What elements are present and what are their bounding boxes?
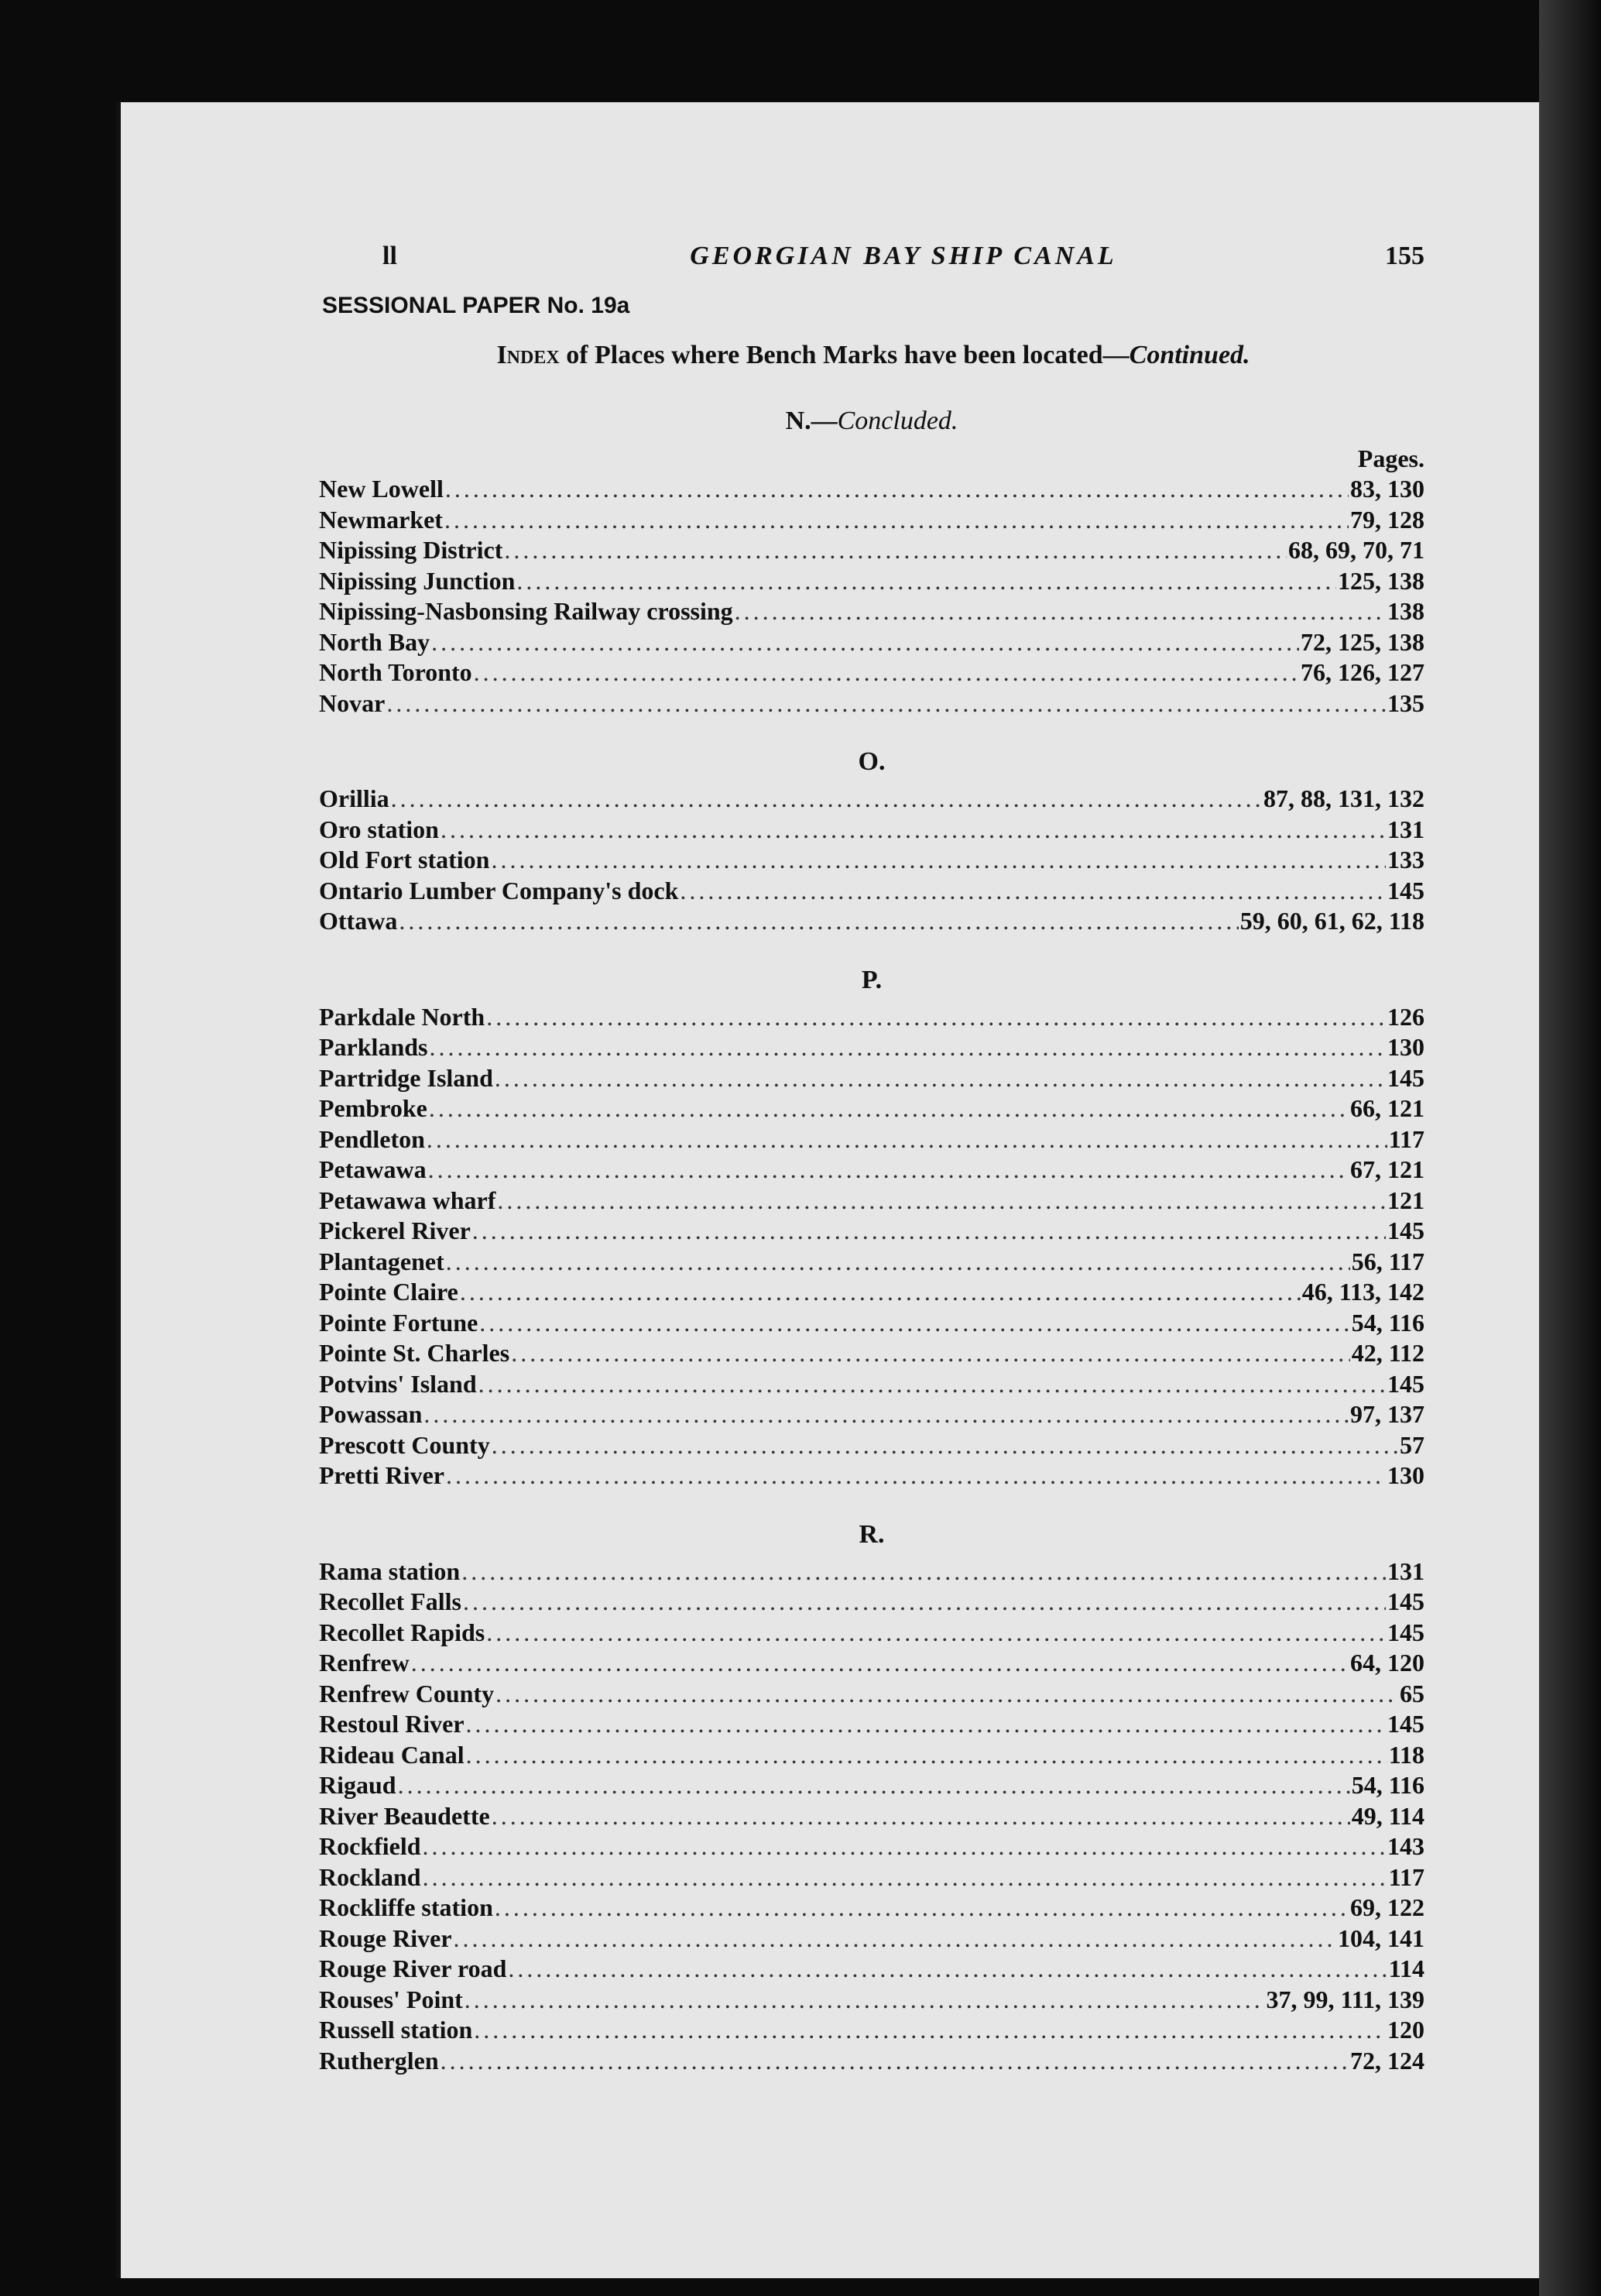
entry-place-name: Rutherglen xyxy=(319,2046,439,2075)
index-entry xyxy=(319,596,1424,627)
index-entry xyxy=(319,1369,1424,1400)
dot-leader xyxy=(423,1862,1387,1893)
dot-leader xyxy=(508,1954,1387,1985)
index-entry xyxy=(319,906,1424,937)
index-entry xyxy=(319,1924,1424,1955)
entry-place-name: Old Fort station xyxy=(319,846,490,873)
entry-place-name: Renfrew County xyxy=(319,1679,495,1707)
entry-pages: 135 xyxy=(1387,688,1424,717)
entry-place-name: Rockland xyxy=(319,1862,421,1891)
entry-pages: 64, 120 xyxy=(1350,1649,1424,1677)
dot-leader xyxy=(478,1369,1386,1400)
section-suffix: Concluded. xyxy=(837,407,958,435)
index-entry xyxy=(319,1093,1424,1124)
entry-place-name: Parklands xyxy=(319,1033,428,1061)
entry-pages: 145 xyxy=(1387,1710,1424,1738)
index-entry xyxy=(319,1985,1424,2016)
entry-place-name: Pickerel River xyxy=(319,1217,471,1244)
index-entry xyxy=(319,657,1424,688)
section-heading xyxy=(319,740,1424,784)
entry-place-name: Powassan xyxy=(319,1400,423,1428)
entry-place-name: Renfrew xyxy=(319,1649,410,1677)
running-header xyxy=(382,242,1424,280)
dot-leader xyxy=(504,535,1287,566)
header-left-mark: ll xyxy=(382,242,397,270)
index-entry xyxy=(319,845,1424,876)
dot-leader xyxy=(466,1740,1387,1771)
index-entry xyxy=(319,566,1424,597)
running-title: GEORGIAN BAY SHIP CANAL xyxy=(690,242,1117,270)
entry-pages: 143 xyxy=(1387,1832,1424,1860)
index-entry xyxy=(319,535,1424,566)
dot-leader xyxy=(492,1430,1398,1461)
index-entry xyxy=(319,1124,1424,1155)
dot-leader xyxy=(398,1770,1350,1801)
dot-leader xyxy=(441,2046,1349,2077)
dot-leader xyxy=(479,1308,1349,1339)
index-entry xyxy=(319,1587,1424,1618)
index-content xyxy=(319,400,1424,2076)
entry-place-name: Rockliffe station xyxy=(319,1893,493,1921)
dot-leader xyxy=(516,566,1336,597)
index-entry xyxy=(319,1679,1424,1710)
dot-leader xyxy=(486,1618,1386,1649)
entry-pages: 97, 137 xyxy=(1350,1400,1424,1428)
entry-pages: 42, 112 xyxy=(1351,1339,1424,1367)
dot-leader xyxy=(495,1679,1398,1710)
dot-leader xyxy=(735,596,1386,627)
entry-pages: 54, 116 xyxy=(1351,1308,1424,1337)
sessional-paper-label: SESSIONAL PAPER No. 19a xyxy=(322,293,630,318)
dot-leader xyxy=(423,1831,1386,1862)
entry-pages: 104, 141 xyxy=(1338,1924,1424,1952)
entry-place-name: North Bay xyxy=(319,627,430,656)
index-entry xyxy=(319,1709,1424,1740)
entry-place-name: North Toronto xyxy=(319,658,472,686)
index-entry xyxy=(319,474,1424,505)
dot-leader xyxy=(431,627,1299,658)
section-heading xyxy=(319,400,1424,443)
entry-pages: 130 xyxy=(1387,1033,1424,1061)
index-entry xyxy=(319,1556,1424,1587)
entry-pages: 83, 130 xyxy=(1350,475,1424,503)
dot-leader xyxy=(474,657,1299,688)
entry-pages: 145 xyxy=(1387,1618,1424,1646)
entry-place-name: Rama station xyxy=(319,1556,461,1585)
entry-place-name: Potvins' Island xyxy=(319,1369,477,1398)
entry-place-name: River Beaudette xyxy=(319,1801,490,1830)
entry-place-name: Pretti River xyxy=(319,1461,444,1489)
entry-place-name: Pembroke xyxy=(319,1094,427,1122)
entry-place-name: Plantagenet xyxy=(319,1247,444,1275)
section-letter: R. xyxy=(859,1519,885,1549)
index-entry xyxy=(319,2046,1424,2077)
dot-leader xyxy=(680,876,1386,907)
dot-leader xyxy=(446,1460,1386,1491)
index-entry xyxy=(319,2015,1424,2046)
dot-leader xyxy=(492,1801,1350,1832)
index-entry xyxy=(319,1186,1424,1217)
entry-pages: 54, 116 xyxy=(1351,1771,1424,1799)
dot-leader xyxy=(511,1338,1350,1369)
entry-pages: 121 xyxy=(1387,1186,1424,1214)
entry-pages: 69, 122 xyxy=(1350,1893,1424,1921)
page-left-edge xyxy=(116,102,121,2278)
entry-place-name: Restoul River xyxy=(319,1710,465,1738)
entry-pages: 67, 121 xyxy=(1350,1155,1424,1183)
entry-pages: 66, 121 xyxy=(1350,1094,1424,1122)
entry-place-name: Recollet Falls xyxy=(319,1587,461,1615)
entry-pages: 145 xyxy=(1387,876,1424,904)
entry-pages: 131 xyxy=(1387,815,1424,843)
entry-place-name: Orillia xyxy=(319,784,389,812)
index-entry xyxy=(319,1338,1424,1369)
dot-leader xyxy=(428,1155,1349,1186)
entry-pages: 46, 113, 142 xyxy=(1301,1278,1424,1306)
index-entry xyxy=(319,1460,1424,1491)
entry-pages: 49, 114 xyxy=(1351,1801,1424,1830)
entry-place-name: Nipissing District xyxy=(319,536,503,564)
pages-column-header: Pages. xyxy=(1357,444,1424,472)
index-entry xyxy=(319,1430,1424,1461)
page-binding-shadow xyxy=(1539,0,1601,2296)
index-entry xyxy=(319,1247,1424,1278)
entry-pages: 59, 60, 61, 62, 118 xyxy=(1239,907,1424,935)
section-gap xyxy=(319,1491,1424,1513)
entry-place-name: Nipissing Junction xyxy=(319,566,516,595)
entry-pages: 72, 124 xyxy=(1350,2046,1424,2075)
entry-pages: 118 xyxy=(1388,1740,1424,1769)
entry-place-name: New Lowell xyxy=(319,475,444,503)
dot-leader xyxy=(486,1002,1386,1033)
entry-place-name: Pointe Claire xyxy=(319,1278,458,1306)
dot-leader xyxy=(445,474,1349,505)
dot-leader xyxy=(495,1893,1349,1924)
section-heading xyxy=(319,959,1424,1002)
dot-leader xyxy=(463,1587,1386,1618)
index-title-cap: Index xyxy=(496,341,560,369)
index-entry xyxy=(319,1954,1424,1985)
dot-leader xyxy=(460,1277,1301,1308)
entry-place-name: Rigaud xyxy=(319,1771,396,1799)
entry-pages: 76, 126, 127 xyxy=(1301,658,1424,686)
dot-leader xyxy=(429,1093,1349,1124)
entry-place-name: Ottawa xyxy=(319,907,398,935)
entry-pages: 138 xyxy=(1387,597,1424,625)
entry-place-name: Prescott County xyxy=(319,1430,490,1459)
entry-place-name: Petawawa xyxy=(319,1155,427,1183)
entry-place-name: Newmarket xyxy=(319,505,443,534)
entry-pages: 37, 99, 111, 139 xyxy=(1266,1985,1424,2013)
index-entry xyxy=(319,784,1424,815)
index-entry xyxy=(319,1277,1424,1308)
entry-place-name: Rouge River road xyxy=(319,1955,507,1982)
dot-leader xyxy=(427,1124,1387,1155)
entry-place-name: Oro station xyxy=(319,815,439,843)
entry-pages: 120 xyxy=(1387,2016,1424,2044)
index-entry xyxy=(319,1308,1424,1339)
index-entry xyxy=(319,1801,1424,1832)
dot-leader xyxy=(497,1186,1386,1217)
dot-leader xyxy=(444,505,1349,536)
index-entry xyxy=(319,1770,1424,1801)
entry-pages: 79, 128 xyxy=(1350,505,1424,534)
entry-place-name: Ontario Lumber Company's dock xyxy=(319,876,679,904)
index-entry xyxy=(319,1155,1424,1186)
index-title-main: of Places where Bench Marks have been located— xyxy=(559,341,1130,369)
entry-pages: 87, 88, 131, 132 xyxy=(1263,784,1424,812)
dot-leader xyxy=(495,1063,1386,1094)
dot-leader xyxy=(386,688,1386,719)
dot-leader xyxy=(465,1985,1265,2016)
dot-leader xyxy=(454,1924,1336,1955)
section-heading xyxy=(319,1513,1424,1556)
index-entry xyxy=(319,627,1424,658)
entry-pages: 68, 69, 70, 71 xyxy=(1288,536,1424,564)
entry-pages: 130 xyxy=(1387,1461,1424,1489)
section-letter: P. xyxy=(861,965,883,994)
entry-place-name: Rouses' Point xyxy=(319,1985,463,2013)
section-gap xyxy=(319,937,1424,959)
entry-place-name: Parkdale North xyxy=(319,1002,485,1031)
index-entry xyxy=(319,688,1424,719)
index-entry xyxy=(319,876,1424,907)
dot-leader xyxy=(429,1032,1386,1063)
index-title-continued: Continued. xyxy=(1129,341,1250,369)
index-entry xyxy=(319,1862,1424,1893)
index-entry xyxy=(319,1618,1424,1649)
entry-pages: 145 xyxy=(1387,1063,1424,1092)
section-letter: N.— xyxy=(785,407,838,435)
index-entry xyxy=(319,1032,1424,1063)
entry-place-name: Partridge Island xyxy=(319,1063,493,1092)
index-entry xyxy=(319,1002,1424,1033)
dot-leader xyxy=(423,1399,1349,1430)
entry-place-name: Nipissing-Nasbonsing Railway crossing xyxy=(319,597,733,625)
index-entry xyxy=(319,1216,1424,1247)
entry-pages: 145 xyxy=(1387,1369,1424,1398)
entry-place-name: Pendleton xyxy=(319,1124,425,1153)
entry-pages: 145 xyxy=(1387,1587,1424,1615)
dot-leader xyxy=(461,1556,1386,1587)
page-number: 155 xyxy=(1385,242,1424,270)
entry-pages: 133 xyxy=(1387,846,1424,873)
entry-place-name: Pointe Fortune xyxy=(319,1308,478,1337)
entry-pages: 65 xyxy=(1400,1679,1424,1707)
index-entry xyxy=(319,815,1424,846)
entry-pages: 125, 138 xyxy=(1338,566,1424,595)
index-entry xyxy=(319,505,1424,536)
dot-leader xyxy=(466,1709,1386,1740)
entry-pages: 114 xyxy=(1388,1955,1424,1982)
section-letter: O. xyxy=(858,747,886,776)
entry-place-name: Rockfield xyxy=(319,1832,421,1860)
dot-leader xyxy=(391,784,1262,815)
index-entry xyxy=(319,1893,1424,1924)
dot-leader xyxy=(411,1648,1349,1679)
index-entry xyxy=(319,1063,1424,1094)
entry-pages: 72, 125, 138 xyxy=(1301,627,1424,656)
entry-pages: 57 xyxy=(1400,1430,1424,1459)
entry-place-name: Rideau Canal xyxy=(319,1740,465,1769)
index-entry xyxy=(319,1399,1424,1430)
dot-leader xyxy=(441,815,1386,846)
entry-pages: 117 xyxy=(1388,1124,1424,1153)
entry-place-name: Rouge River xyxy=(319,1924,452,1952)
index-title xyxy=(322,341,1424,370)
entry-place-name: Pointe St. Charles xyxy=(319,1339,510,1367)
entry-place-name: Novar xyxy=(319,688,386,717)
entry-pages: 117 xyxy=(1388,1862,1424,1891)
dot-leader xyxy=(491,845,1386,876)
entry-place-name: Recollet Rapids xyxy=(319,1618,485,1646)
entry-pages: 126 xyxy=(1387,1002,1424,1031)
entry-pages: 131 xyxy=(1387,1556,1424,1585)
dot-leader xyxy=(399,906,1238,937)
index-entry xyxy=(319,1648,1424,1679)
index-entry xyxy=(319,1831,1424,1862)
dot-leader xyxy=(472,1216,1386,1247)
entry-pages: 145 xyxy=(1387,1217,1424,1244)
entry-place-name: Petawawa wharf xyxy=(319,1186,496,1214)
dot-leader xyxy=(474,2015,1386,2046)
index-entry xyxy=(319,1740,1424,1771)
entry-pages: 56, 117 xyxy=(1351,1247,1424,1275)
dot-leader xyxy=(446,1247,1350,1278)
entry-place-name: Russell station xyxy=(319,2016,473,2044)
section-gap xyxy=(319,719,1424,740)
